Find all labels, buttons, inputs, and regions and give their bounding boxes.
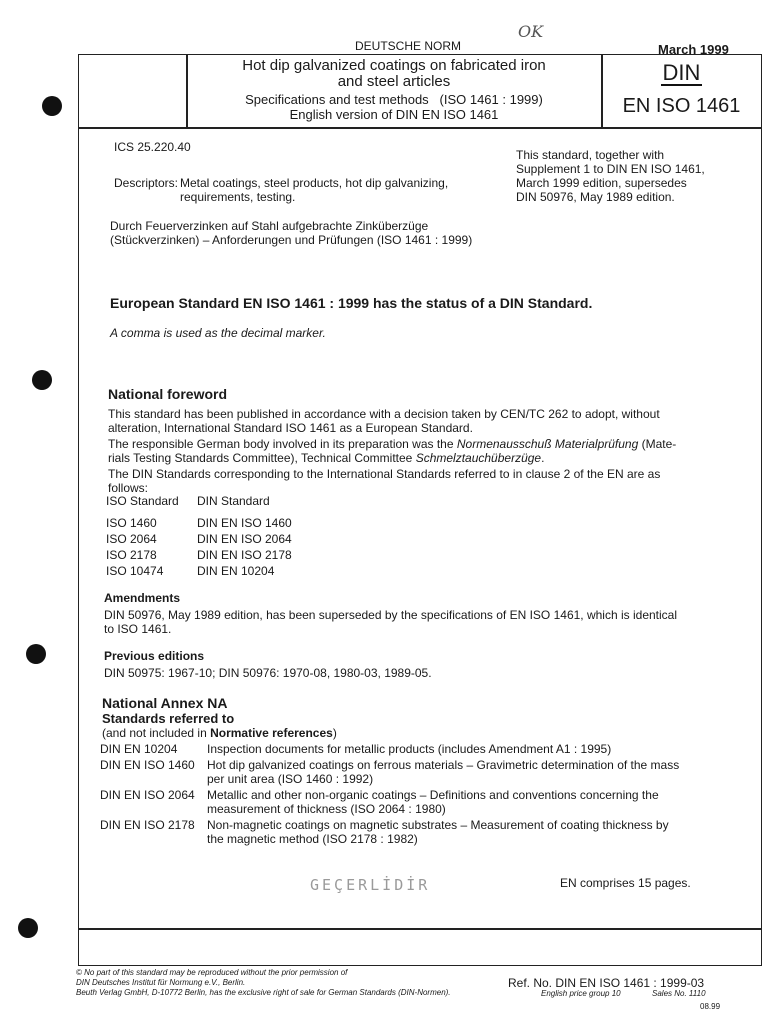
table-cell: DIN EN ISO 1460 (197, 516, 292, 530)
reference-line: Metallic and other non-organic coatings – Definitions and conventions concerning the (207, 788, 659, 802)
supersedes-line: This standard, together with (516, 148, 665, 162)
table-header-row (106, 494, 292, 516)
table-row (106, 532, 292, 548)
text-span: The responsible German body involved in its preparation was the (108, 437, 457, 451)
reference-line: per unit area (ISO 1460 : 1992) (207, 772, 374, 786)
copyright-line: Beuth Verlag GmbH, D-10772 Berlin, has the exclusive right of sale for German Standards (DIN-Normen). (76, 988, 451, 997)
header-divider (78, 127, 762, 129)
reference-row (100, 758, 710, 788)
foreword-line: The DIN Standards corresponding to the International Standards referred to in clause 2 of the EN are as (108, 467, 661, 481)
annex-heading: National Annex NA (102, 695, 228, 711)
pages-note: EN comprises 15 pages. (560, 876, 691, 890)
foreword-line (108, 451, 718, 465)
text-span: (and not included in (102, 726, 211, 740)
publication-date: March 1999 (658, 42, 729, 57)
table-cell: ISO 1460 (106, 516, 157, 530)
reference-description (207, 742, 710, 758)
previous-editions-text: DIN 50975: 1967-10; DIN 50976: 1970-08, 1980-03, 1989-05. (104, 666, 432, 680)
reference-description (207, 818, 710, 846)
punch-hole (18, 918, 38, 938)
punch-hole (26, 644, 46, 664)
supersedes-line: DIN 50976, May 1989 edition. (516, 190, 675, 204)
foreword-line: alteration, International Standard ISO 1461 as a European Standard. (108, 421, 473, 435)
text-span: . (541, 451, 545, 465)
din-logo: DIN (662, 60, 701, 85)
table-cell: ISO 2064 (106, 532, 157, 546)
reference-line: Hot dip galvanized coatings on ferrous materials – Gravimetric determination of the mass (207, 758, 680, 772)
ics-code: ICS 25.220.40 (114, 140, 191, 154)
reference-description (207, 758, 710, 788)
foreword-line (108, 437, 718, 451)
document-subtitle: Specifications and test methods (ISO 1461 : 1999) (245, 92, 543, 107)
table-cell: DIN EN ISO 2178 (197, 548, 292, 562)
correspondence-table (106, 494, 292, 578)
references-table (100, 742, 710, 846)
price-group: English price group 10 (541, 989, 621, 998)
previous-editions-heading: Previous editions (104, 649, 205, 663)
table-cell: DIN EN 10204 (197, 564, 275, 578)
standard-number: EN ISO 1461 (622, 95, 741, 117)
copyright-line: © No part of this standard may be reproduced without the prior permission of (76, 968, 348, 977)
reference-code: DIN EN ISO 2064 (100, 788, 195, 802)
supersedes-line: Supplement 1 to DIN EN ISO 1461, (516, 162, 705, 176)
amendments-body (104, 608, 716, 636)
punch-hole (32, 370, 52, 390)
supersedes-note (516, 148, 705, 204)
descriptors-line: Metal coatings, steel products, hot dip galvanizing, (180, 176, 449, 190)
descriptors-line: requirements, testing. (180, 190, 296, 204)
table-row (106, 564, 292, 578)
annex-note (102, 726, 337, 740)
sales-number: Sales No. 1110 (652, 989, 706, 998)
text-span: ) (332, 726, 337, 740)
amendments-line: to ISO 1461. (104, 622, 172, 636)
document-title: Hot dip galvanized coatings on fabricated iron (242, 57, 546, 74)
amendments-heading: Amendments (104, 591, 181, 605)
reference-line: Inspection documents for metallic products (includes Amendment A1 : 1995) (207, 742, 612, 756)
reference-number: Ref. No. DIN EN ISO 1461 : 1999-03 (508, 976, 705, 990)
normative-references-label: Normative references (210, 726, 333, 740)
title-block (188, 58, 600, 122)
committee-name: Schmelztauchüberzüge (415, 451, 542, 465)
committee-name: Normenausschuß Materialprüfung (456, 437, 639, 451)
reference-row (100, 818, 710, 846)
reference-code: DIN EN ISO 2178 (100, 818, 195, 832)
copyright-notice (76, 968, 451, 998)
punch-hole (42, 96, 62, 116)
copyright-line: DIN Deutsches Institut für Normung e.V., Berlin. (76, 978, 246, 987)
table-row (106, 516, 292, 532)
table-header-cell: DIN Standard (197, 494, 270, 508)
german-title-line: (Stückverzinken) – Anforderungen und Prüfungen (ISO 1461 : 1999) (110, 233, 473, 247)
table-cell: ISO 10474 (106, 564, 164, 578)
reference-code: DIN EN 10204 (100, 742, 178, 756)
reference-line: the magnetic method (ISO 2178 : 1982) (207, 832, 418, 846)
reference-line: Non-magnetic coatings on magnetic substrates – Measurement of coating thickness by (207, 818, 669, 832)
table-cell: ISO 2178 (106, 548, 157, 562)
document-title: and steel articles (337, 73, 451, 90)
text-span: (Mate- (638, 437, 677, 451)
date-code: 08.99 (700, 1002, 721, 1011)
decimal-note: A comma is used as the decimal marker. (110, 326, 326, 340)
validity-stamp: GEÇERLİDİR (310, 876, 431, 894)
foreword-line: This standard has been published in accordance with a decision taken by CEN/TC 262 to adopt, without (108, 407, 660, 421)
german-title (110, 219, 472, 247)
table-cell: DIN EN ISO 2064 (197, 532, 292, 546)
english-version: English version of DIN EN ISO 1461 (289, 107, 499, 122)
annex-subheading: Standards referred to (102, 711, 235, 726)
text-span: rials Testing Standards Committee), Technical Committee (108, 451, 416, 465)
status-headline: European Standard EN ISO 1461 : 1999 has the status of a DIN Standard. (110, 295, 593, 311)
handwritten-mark: OK (518, 22, 544, 41)
foreword-body (108, 407, 718, 495)
reference-code: DIN EN ISO 1460 (100, 758, 195, 772)
reference-line: measurement of thickness (ISO 2064 : 1980) (207, 802, 446, 816)
foreword-heading: National foreword (108, 386, 228, 402)
din-logo-block (603, 62, 760, 118)
table-header-cell: ISO Standard (106, 494, 179, 508)
table-row (106, 548, 292, 564)
reference-row (100, 788, 710, 818)
descriptors-text (180, 176, 448, 204)
supersedes-line: March 1999 edition, supersedes (516, 176, 687, 190)
reference-description (207, 788, 710, 818)
reference-row (100, 742, 710, 758)
footer-divider (78, 928, 762, 930)
norm-label: DEUTSCHE NORM (355, 39, 462, 53)
german-title-line: Durch Feuerverzinken auf Stahl aufgebrachte Zinküberzüge (110, 219, 429, 233)
foreword-line: follows: (108, 481, 149, 495)
amendments-line: DIN 50976, May 1989 edition, has been superseded by the specifications of EN ISO 1461, which is identical (104, 608, 678, 622)
descriptors-label: Descriptors: (114, 176, 179, 190)
